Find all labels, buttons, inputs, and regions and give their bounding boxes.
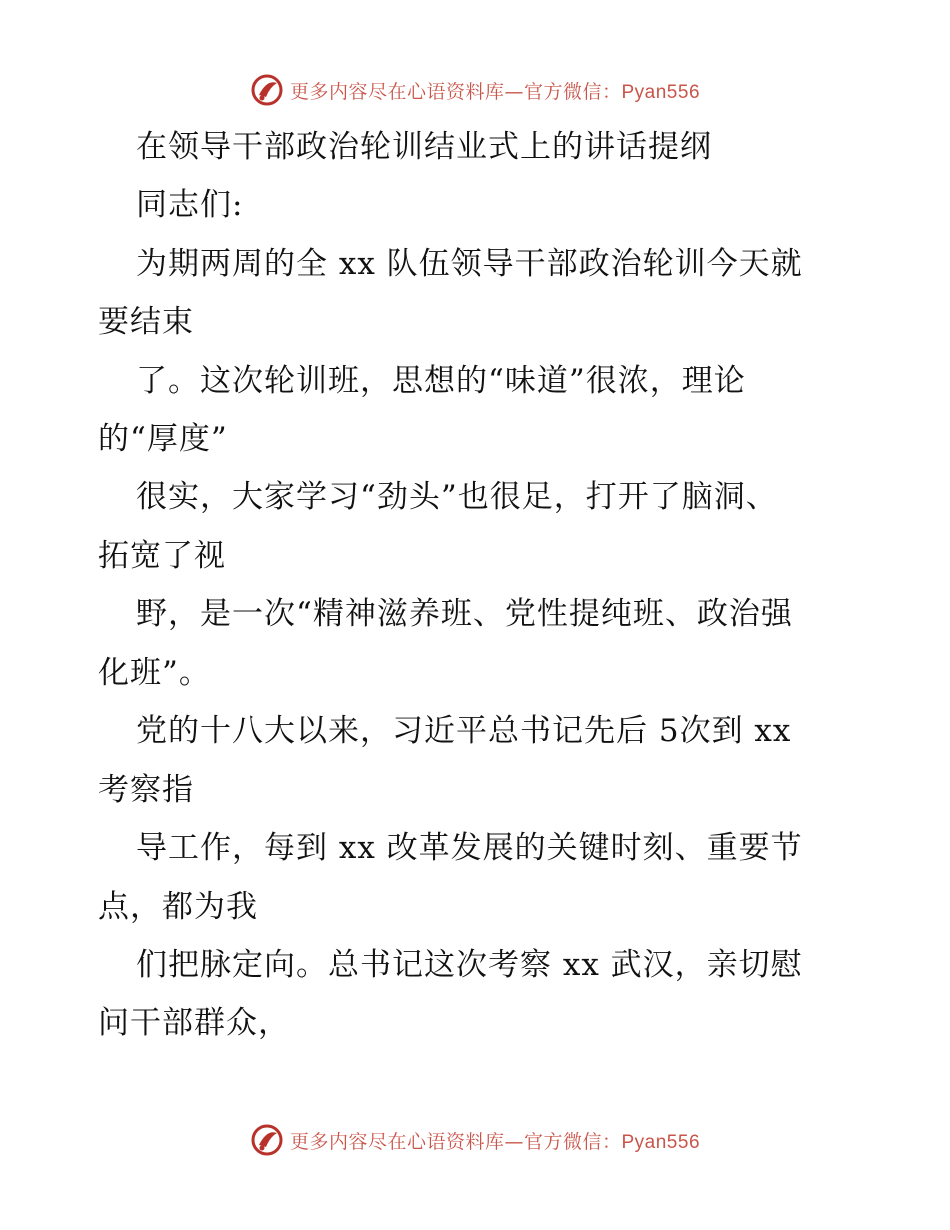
paragraph-line: 为期两周的全 xx 队伍领导干部政治轮训今天就 <box>136 246 803 282</box>
footer-watermark <box>0 1120 950 1160</box>
paragraph-line: 的“厚度” <box>98 421 228 457</box>
salutation: 同志们: <box>136 187 244 223</box>
paragraph-line: 导工作，每到 xx 改革发展的关键时刻、重要节 <box>136 830 803 866</box>
paragraph-line: 考察指 <box>98 772 194 808</box>
paragraph-line: 党的十八大以来，习近平总书记先后 5次到 xx <box>136 713 792 749</box>
paragraph-line: 了。这次轮训班，思想的“味道”很浓，理论 <box>136 363 746 399</box>
watermark-text: 更多内容尽在心语资料库—官方微信：Pyan556 <box>289 1130 701 1153</box>
paragraph-line: 问干部群众， <box>98 1005 290 1041</box>
brand-logo-icon <box>250 1123 284 1157</box>
header-watermark <box>0 70 950 110</box>
paragraph-line: 要结束 <box>98 304 194 340</box>
document-title: 在领导干部政治轮训结业式上的讲话提纲 <box>136 129 712 165</box>
paragraph-line: 点，都为我 <box>98 889 258 925</box>
paragraph-line: 们把脉定向。总书记这次考察 xx 武汉，亲切慰 <box>136 947 803 983</box>
watermark-text: 更多内容尽在心语资料库—官方微信：Pyan556 <box>289 80 701 103</box>
paragraph-line: 很实，大家学习“劲头”也很足，打开了脑洞、 <box>136 479 778 515</box>
paragraph-line: 野，是一次“精神滋养班、党性提纯班、政治强 <box>136 596 793 632</box>
paragraph-line: 化班”。 <box>98 655 211 691</box>
brand-logo-icon <box>250 73 284 107</box>
paragraph-line: 拓宽了视 <box>98 538 226 574</box>
